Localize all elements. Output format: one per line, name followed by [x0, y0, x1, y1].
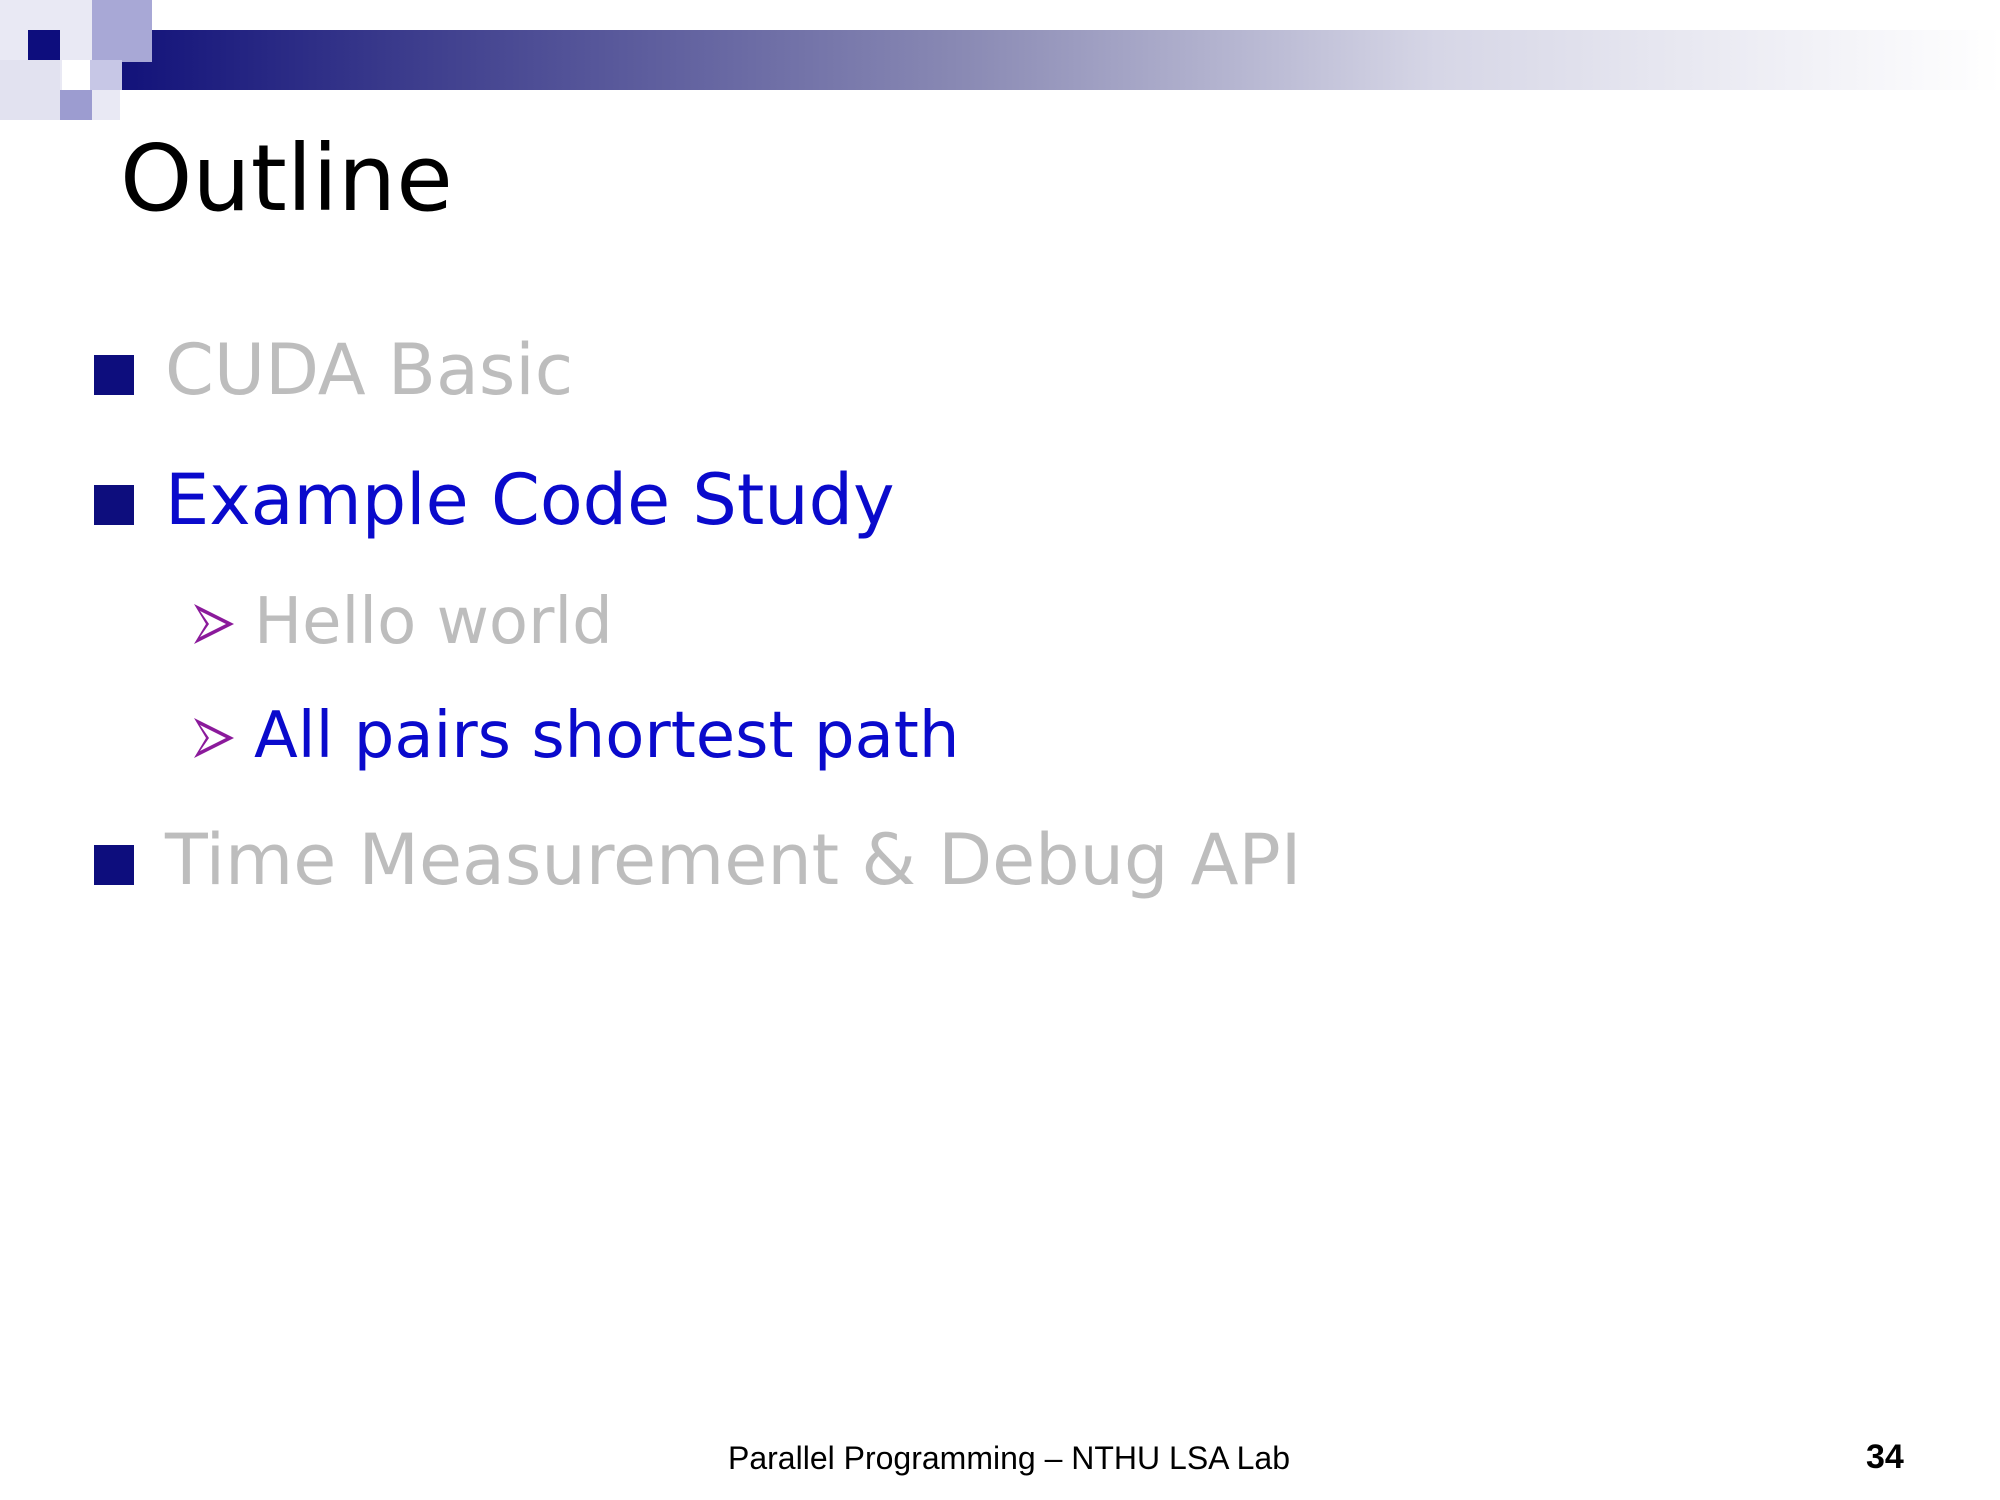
- header-decoration-square: [90, 60, 122, 90]
- header-gradient-bar: [120, 30, 2000, 90]
- header-decoration-square: [60, 90, 92, 120]
- outline-item-example-code-study: Example Code Study: [165, 459, 895, 541]
- square-bullet-icon: [94, 845, 134, 885]
- header-decoration-square: [62, 60, 92, 90]
- arrowhead-bullet-icon: [192, 716, 236, 760]
- slide-footer: Parallel Programming – NTHU LSA Lab: [728, 1440, 1291, 1476]
- header-decoration-square: [92, 0, 152, 62]
- outline-subitem-all-pairs-shortest-path: All pairs shortest path: [254, 699, 960, 773]
- outline-subitem-hello-world: Hello world: [254, 585, 613, 659]
- header-decoration-square: [0, 60, 60, 120]
- square-bullet-icon: [94, 485, 134, 525]
- outline-item-time-measurement: Time Measurement & Debug API: [165, 819, 1302, 901]
- header-decoration-square: [28, 30, 60, 60]
- square-bullet-icon: [94, 355, 134, 395]
- slide-title: Outline: [120, 125, 453, 232]
- outline-item-cuda-basic: CUDA Basic: [165, 329, 574, 411]
- page-number: 34: [1866, 1438, 1904, 1476]
- arrowhead-bullet-icon: [192, 602, 236, 646]
